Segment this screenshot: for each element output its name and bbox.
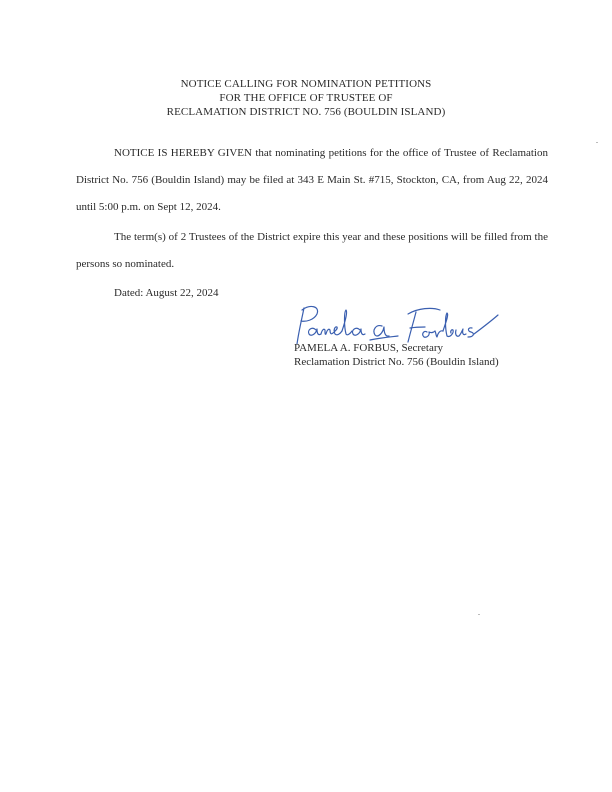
- dated-line: Dated: August 22, 2024: [114, 287, 219, 299]
- notice-paragraph-1: NOTICE IS HEREBY GIVEN that nominating petitions for the office of Trustee of Reclamation District No. 756 (Bouldin Island) may be filed at 343 E Main St. #715, Stockton, CA, from Aug 22, 2024 until 5:00 p.m. on Sept 12, 2024.: [76, 147, 548, 213]
- signer-name-title: PAMELA A. FORBUS, Secretary: [294, 342, 444, 354]
- signer-organization: Reclamation District No. 756 (Bouldin Island): [294, 356, 499, 368]
- scan-speck: [596, 142, 598, 143]
- title-line-1: NOTICE CALLING FOR NOMINATION PETITIONS: [180, 78, 432, 90]
- scan-speck: [478, 614, 480, 615]
- title-line-2: FOR THE OFFICE OF TRUSTEE OF: [219, 92, 393, 104]
- notice-title: [0, 77, 612, 119]
- title-line-3: RECLAMATION DISTRICT NO. 756 (BOULDIN ISLAND): [166, 106, 446, 118]
- notice-paragraph-2: The term(s) of 2 Trustees of the District expire this year and these positions will be filled from the persons so nominated.: [76, 231, 548, 270]
